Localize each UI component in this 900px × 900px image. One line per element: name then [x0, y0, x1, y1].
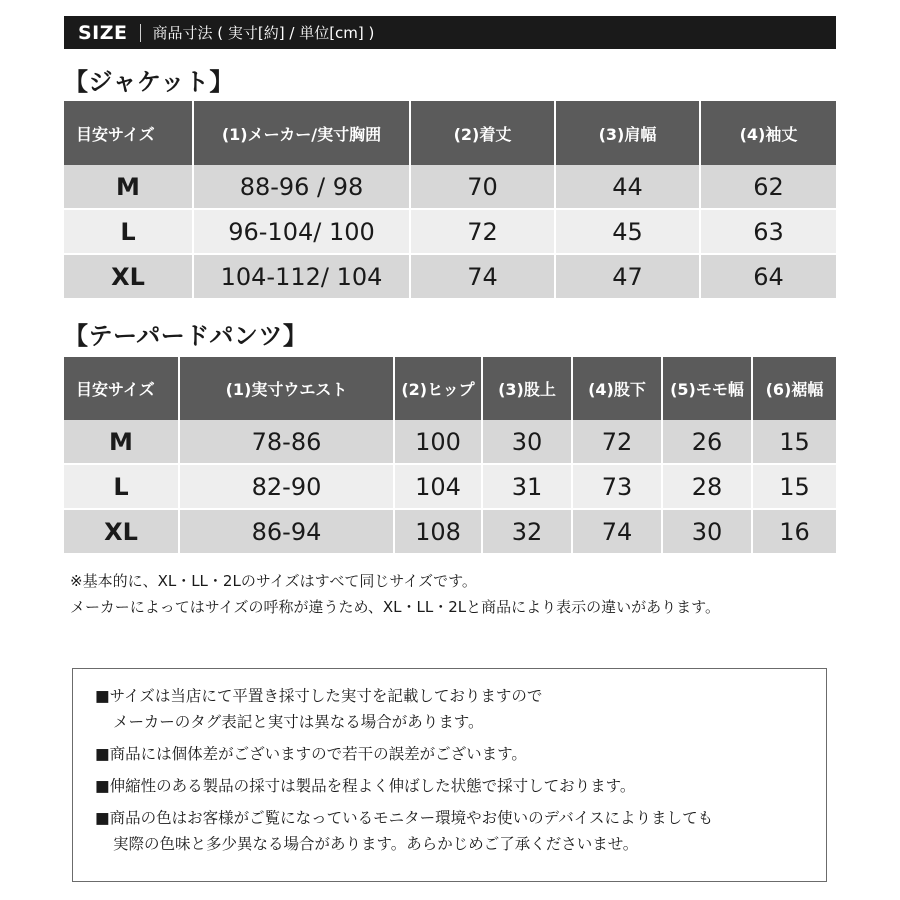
table-cell: 15	[753, 465, 836, 510]
notice-item	[95, 683, 826, 735]
notice-line: ■伸縮性のある製品の採寸は製品を程よく伸ばした状態で採寸しております。	[95, 777, 636, 795]
header-separator	[140, 24, 141, 42]
table-row	[64, 420, 836, 465]
column-header: 目安サイズ	[64, 357, 180, 420]
table-cell: 64	[701, 255, 836, 300]
table-cell: 72	[411, 210, 556, 255]
column-header: (3)股上	[483, 357, 573, 420]
column-header: (2)着丈	[411, 101, 556, 165]
size-label-cell: XL	[64, 255, 194, 300]
table-cell: 31	[483, 465, 573, 510]
notice-line: ■サイズは当店にて平置き採寸した実寸を記載しておりますので	[95, 687, 543, 705]
table-cell: 70	[411, 165, 556, 210]
table-cell: 32	[483, 510, 573, 555]
table-cell: 96-104/ 100	[194, 210, 411, 255]
column-header: (3)肩幅	[556, 101, 701, 165]
table-row	[64, 465, 836, 510]
table-row	[64, 165, 836, 210]
size-label-cell: L	[64, 210, 194, 255]
notice-line: ■商品には個体差がございますので若干の誤差がございます。	[95, 745, 527, 763]
column-header: 目安サイズ	[64, 101, 194, 165]
size-label-cell: XL	[64, 510, 180, 555]
column-header: (1)実寸ウエスト	[180, 357, 395, 420]
table-cell: 28	[663, 465, 753, 510]
notice-line: 実際の色味と多少異なる場合があります。あらかじめご了承くださいませ。	[113, 835, 639, 853]
size-heading: SIZE	[78, 21, 128, 44]
pants-header-row	[64, 357, 836, 420]
table-cell: 44	[556, 165, 701, 210]
size-notes	[70, 568, 720, 620]
table-cell: 47	[556, 255, 701, 300]
table-cell: 63	[701, 210, 836, 255]
table-cell: 26	[663, 420, 753, 465]
column-header: (6)裾幅	[753, 357, 836, 420]
notice-line: ■商品の色はお客様がご覧になっているモニター環境やお使いのデバイスによりましても	[95, 809, 714, 827]
table-cell: 104	[395, 465, 483, 510]
table-cell: 88-96 / 98	[194, 165, 411, 210]
column-header: (2)ヒップ	[395, 357, 483, 420]
table-cell: 100	[395, 420, 483, 465]
table-cell: 16	[753, 510, 836, 555]
size-label-cell: L	[64, 465, 180, 510]
column-header: (4)股下	[573, 357, 663, 420]
table-row	[64, 510, 836, 555]
table-cell: 86-94	[180, 510, 395, 555]
column-header: (4)袖丈	[701, 101, 836, 165]
column-header: (1)メーカー/実寸胸囲	[194, 101, 411, 165]
jacket-header-row	[64, 101, 836, 165]
notice-item	[95, 773, 826, 799]
note-line: ※基本的に、XL・LL・2Lのサイズはすべて同じサイズです。	[70, 572, 477, 590]
table-cell: 73	[573, 465, 663, 510]
size-unit-description: 商品寸法 ( 実寸[約] / 単位[cm] )	[152, 24, 375, 42]
size-label-cell: M	[64, 420, 180, 465]
pants-size-table	[64, 357, 836, 555]
table-row	[64, 255, 836, 300]
notice-box	[72, 668, 827, 882]
table-cell: 74	[411, 255, 556, 300]
notice-item	[95, 741, 826, 767]
table-cell: 30	[483, 420, 573, 465]
table-cell: 74	[573, 510, 663, 555]
note-line: メーカーによってはサイズの呼称が違うため、XL・LL・2Lと商品により表示の違いがあります。	[70, 598, 720, 616]
table-cell: 82-90	[180, 465, 395, 510]
size-label-cell: M	[64, 165, 194, 210]
notice-item	[95, 805, 826, 857]
table-cell: 30	[663, 510, 753, 555]
table-cell: 45	[556, 210, 701, 255]
jacket-section-title: 【ジャケット】	[64, 68, 234, 96]
column-header: (5)モモ幅	[663, 357, 753, 420]
table-cell: 108	[395, 510, 483, 555]
jacket-size-table	[64, 101, 836, 300]
notice-line: メーカーのタグ表記と実寸は異なる場合があります。	[113, 713, 484, 731]
size-header-bar	[64, 16, 836, 49]
table-cell: 62	[701, 165, 836, 210]
pants-section-title: 【テーパードパンツ】	[64, 322, 308, 350]
table-cell: 104-112/ 104	[194, 255, 411, 300]
table-cell: 78-86	[180, 420, 395, 465]
table-row	[64, 210, 836, 255]
table-cell: 72	[573, 420, 663, 465]
table-cell: 15	[753, 420, 836, 465]
